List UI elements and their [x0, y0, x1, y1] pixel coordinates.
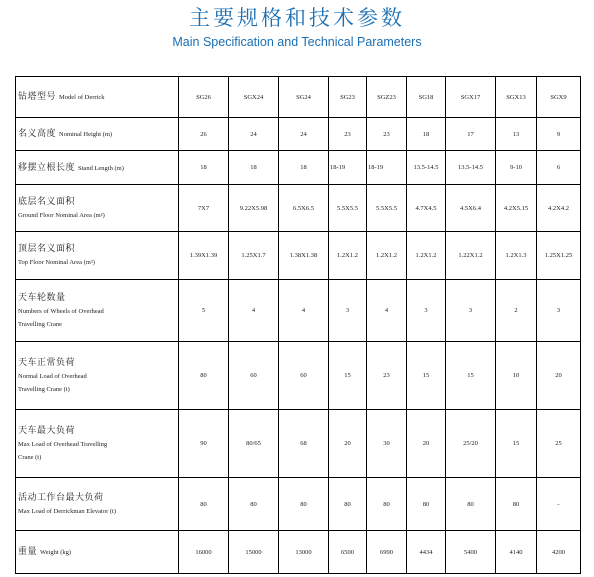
- spec-cell: 23: [329, 118, 367, 151]
- spec-cell: 13.5-14.5: [407, 151, 446, 185]
- spec-cell: 18: [229, 151, 279, 185]
- row-label-cn: 天车最大负荷: [18, 424, 76, 435]
- spec-cell: 15000: [229, 531, 279, 574]
- spec-cell: 9: [537, 118, 581, 151]
- spec-cell: 1.2X1.2: [407, 232, 446, 280]
- spec-cell: 80: [179, 478, 229, 531]
- row-label-en: Normal Load of Overhead Travelling Crane (t): [18, 372, 87, 393]
- spec-cell: SG23: [329, 77, 367, 118]
- spec-cell: 5: [179, 280, 229, 342]
- spec-cell: 5400: [446, 531, 496, 574]
- spec-cell: 10: [496, 342, 537, 410]
- spec-cell: 20: [329, 410, 367, 478]
- spec-cell: 4.2X5.15: [496, 185, 537, 232]
- row-label: [16, 185, 179, 232]
- row-label-cn: 底层名义面积: [18, 195, 76, 206]
- spec-cell: 80: [279, 478, 329, 531]
- spec-row: [16, 342, 581, 410]
- row-label-en: Max Load of Derrickman Elevator (t): [18, 507, 117, 515]
- spec-cell: 4: [229, 280, 279, 342]
- spec-cell: 13.5-14.5: [446, 151, 496, 185]
- spec-cell: 3: [446, 280, 496, 342]
- spec-cell: SGX9: [537, 77, 581, 118]
- spec-cell: 90: [179, 410, 229, 478]
- spec-cell: 4: [279, 280, 329, 342]
- spec-cell: 80/65: [229, 410, 279, 478]
- spec-cell: 30: [367, 410, 407, 478]
- spec-cell: 1.22X1.2: [446, 232, 496, 280]
- spec-cell: 4200: [537, 531, 581, 574]
- spec-cell: 1.2X1.2: [329, 232, 367, 280]
- spec-cell: SGX24: [229, 77, 279, 118]
- row-label-cn: 活动工作台最大负荷: [18, 491, 104, 502]
- spec-row: [16, 478, 581, 531]
- spec-cell: 4.5X6.4: [446, 185, 496, 232]
- spec-cell: 13: [496, 118, 537, 151]
- spec-cell: 1.38X1.38: [279, 232, 329, 280]
- row-label-en: Numbers of Wheels of Overhead Travelling Crane: [18, 307, 104, 328]
- spec-cell: 6.5X6.5: [279, 185, 329, 232]
- spec-cell: 24: [279, 118, 329, 151]
- title-chinese: 主要规格和技术参数: [189, 6, 405, 30]
- spec-row: [16, 118, 581, 151]
- row-label: [16, 478, 179, 531]
- spec-cell: 1.39X1.39: [179, 232, 229, 280]
- spec-cell: 80: [446, 478, 496, 531]
- spec-row: [16, 232, 581, 280]
- spec-row: [16, 185, 581, 232]
- row-label-en: Max Load of Overhead Travelling Crane (t): [18, 440, 108, 461]
- spec-cell: 4.7X4.5: [407, 185, 446, 232]
- spec-cell: 6500: [329, 531, 367, 574]
- spec-cell: 25/20: [446, 410, 496, 478]
- spec-row: [16, 531, 581, 574]
- spec-cell: 6990: [367, 531, 407, 574]
- spec-cell: 9.22X5.98: [229, 185, 279, 232]
- row-label-cn: 顶层名义面积: [18, 243, 76, 253]
- spec-table: [15, 76, 581, 574]
- spec-cell: 20: [537, 342, 581, 410]
- spec-cell: 80: [329, 478, 367, 531]
- spec-cell: 15: [446, 342, 496, 410]
- row-label-cn: 重量: [18, 546, 38, 556]
- row-label: [16, 342, 179, 410]
- row-label-cn: 天车正常负荷: [18, 356, 76, 367]
- spec-cell: 23: [367, 342, 407, 410]
- spec-cell: 4434: [407, 531, 446, 574]
- spec-cell: 1.2X1.2: [367, 232, 407, 280]
- spec-cell: 4.2X4.2: [537, 185, 581, 232]
- row-label: [16, 410, 179, 478]
- row-label-en: Weight (kg): [40, 549, 72, 556]
- spec-cell: 80: [367, 478, 407, 531]
- spec-cell: 18-19: [367, 151, 407, 185]
- spec-cell: 15: [407, 342, 446, 410]
- row-label: [16, 118, 179, 151]
- spec-cell: 5.5X5.5: [329, 185, 367, 232]
- spec-cell: 26: [179, 118, 229, 151]
- spec-cell: SG26: [179, 77, 229, 118]
- spec-cell: 2: [496, 280, 537, 342]
- row-label-cn: 名义高度: [18, 128, 57, 138]
- spec-cell: 4140: [496, 531, 537, 574]
- spec-cell: 16000: [179, 531, 229, 574]
- row-label-en: Nominal Height (m): [59, 131, 113, 138]
- row-label: [16, 280, 179, 342]
- spec-cell: 5.5X5.5: [367, 185, 407, 232]
- row-label: [16, 531, 179, 574]
- spec-cell: 15: [329, 342, 367, 410]
- spec-cell: 18: [279, 151, 329, 185]
- spec-cell: 23: [367, 118, 407, 151]
- spec-cell: 20: [407, 410, 446, 478]
- spec-cell: 15: [496, 410, 537, 478]
- spec-cell: SGX13: [496, 77, 537, 118]
- spec-row: [16, 280, 581, 342]
- spec-cell: 4: [367, 280, 407, 342]
- row-label: [16, 151, 179, 185]
- row-label-en: Model of Derrick: [59, 94, 105, 101]
- spec-row: [16, 77, 581, 118]
- spec-cell: 18: [407, 118, 446, 151]
- title-english: Main Specification and Technical Parameters: [172, 35, 422, 49]
- spec-cell: 7X7: [179, 185, 229, 232]
- spec-cell: 9-10: [496, 151, 537, 185]
- spec-cell: 1.25X1.7: [229, 232, 279, 280]
- spec-cell: 60: [279, 342, 329, 410]
- spec-cell: 18-19: [329, 151, 367, 185]
- spec-cell: 17: [446, 118, 496, 151]
- row-label-en: Stand Length (m): [78, 164, 124, 172]
- spec-cell: 6: [537, 151, 581, 185]
- spec-cell: 3: [329, 280, 367, 342]
- spec-cell: 68: [279, 410, 329, 478]
- spec-cell: 1.25X1.25: [537, 232, 581, 280]
- spec-cell: 25: [537, 410, 581, 478]
- spec-cell: 80: [179, 342, 229, 410]
- spec-cell: SG24: [279, 77, 329, 118]
- row-label: [16, 77, 179, 118]
- row-label-en: Top Floor Nominal Area (m²): [18, 259, 95, 266]
- spec-cell: 13000: [279, 531, 329, 574]
- spec-cell: 1.2X1.3: [496, 232, 537, 280]
- spec-row: [16, 151, 581, 185]
- spec-cell: 80: [407, 478, 446, 531]
- spec-cell: SGX17: [446, 77, 496, 118]
- spec-cell: 60: [229, 342, 279, 410]
- spec-cell: 3: [407, 280, 446, 342]
- spec-cell: -: [537, 478, 581, 531]
- spec-cell: 18: [179, 151, 229, 185]
- row-label-cn: 钻塔型号: [18, 91, 57, 101]
- spec-cell: 80: [496, 478, 537, 531]
- spec-cell: SG18: [407, 77, 446, 118]
- row-label: [16, 232, 179, 280]
- spec-cell: SGZ23: [367, 77, 407, 118]
- spec-row: [16, 410, 581, 478]
- row-label-cn: 移摆立根长度: [18, 161, 76, 172]
- spec-cell: 80: [229, 478, 279, 531]
- row-label-cn: 天车轮数量: [18, 291, 66, 302]
- row-label-en: Ground Floor Nominal Area (m²): [18, 211, 105, 219]
- spec-cell: 24: [229, 118, 279, 151]
- spec-cell: 3: [537, 280, 581, 342]
